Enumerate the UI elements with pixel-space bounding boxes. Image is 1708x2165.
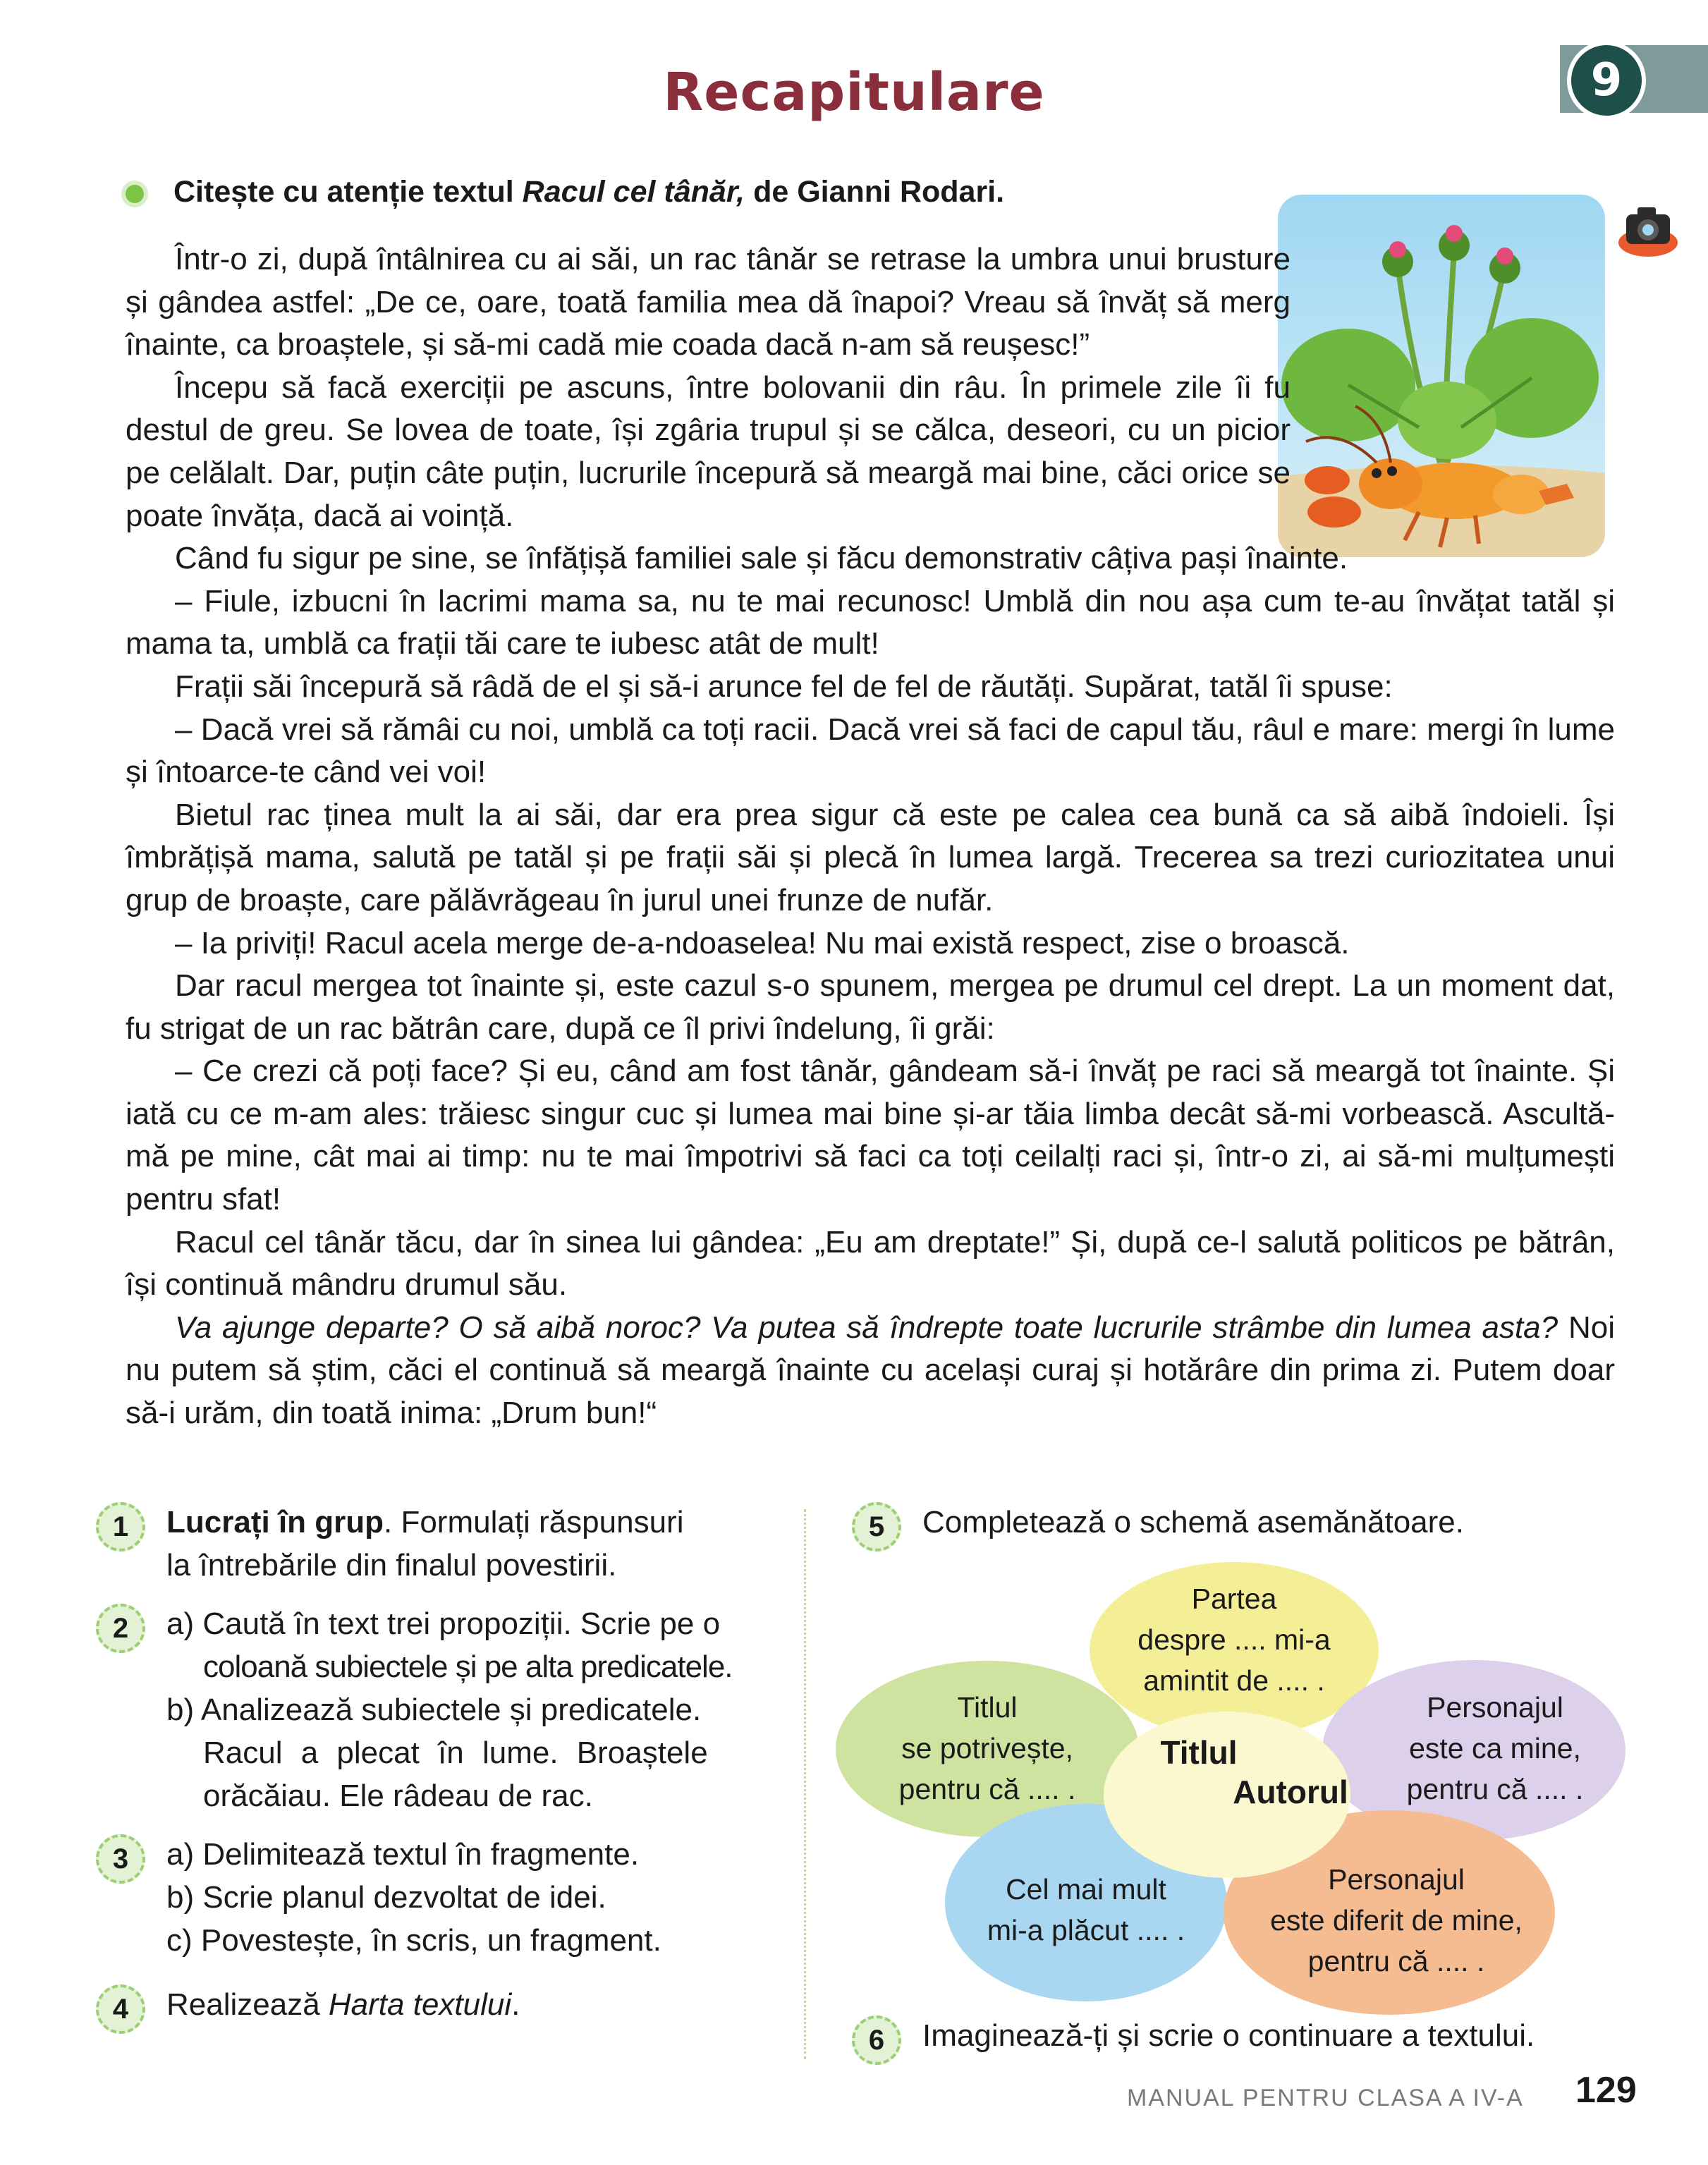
story-paragraph: – Ia priviți! Racul acela merge de-a-ndoaselea! Nu mai există respect, zise o broască. xyxy=(175,925,1350,960)
exercise-3-a: a) Delimitează textul în fragmente. xyxy=(166,1837,640,1872)
scheme-bottom-right-text: Personajul este diferit de mine, pentru că .... . xyxy=(1270,1863,1523,1977)
story-paragraph: – Ce crezi că poți face? Și eu, când am fost tânăr, gândeam să-i învăț pe raci să meargă tot înainte. Și iată cu ce m-am ales: trăiesc singur cuc și lumea mai bine și-ar tăia limba decât să-mi vorbească. Ascultă-mă pe mine, cât mai ai timp: nu te mai împotrivi să faci ca toți ceilalți raci și, într-o zi, ai să-mi mulțumești pentru sfat! xyxy=(126,1054,1615,1217)
instruction-work-title: Racul cel tânăr, xyxy=(522,175,745,209)
exercise-2-a-cont: coloană subiectele și pe alta predicatele. xyxy=(203,1649,733,1684)
exercise-1-line2: la întrebările din finalul povestirii. xyxy=(166,1548,617,1582)
story-paragraph: Dar racul mergea tot înainte și, este cazul s-o spunem, mergea pe drumul cel drept. La un moment dat, fu strigat de un rac bătrân care, după ce îl privi îndelung, îi grăi: xyxy=(126,968,1615,1046)
scheme-top-text: Partea despre .... mi-a amintit de .... . xyxy=(1137,1582,1331,1697)
instruction-suffix: de Gianni Rodari. xyxy=(745,175,1005,209)
exercise-number: 4 xyxy=(96,1984,145,2034)
exercise-3-b: b) Scrie planul dezvoltat de idei. xyxy=(166,1880,606,1915)
exercise-number: 1 xyxy=(96,1502,145,1551)
exercise-4-italic: Harta textului xyxy=(328,1987,512,2022)
scheme-center-author: Autorul xyxy=(1233,1774,1348,1810)
exercise-number: 2 xyxy=(96,1604,145,1653)
bullet-icon xyxy=(126,185,144,203)
reading-instruction xyxy=(173,175,1004,209)
exercise-1-text: . Formulați răspunsuri xyxy=(384,1505,684,1539)
story-paragraph: Racul cel tânăr tăcu, dar în sinea lui gândea: „Eu am dreptate!” Și, după ce-l salută politicos pe bătrân, își continuă mândru drumul său. xyxy=(126,1224,1615,1303)
column-divider xyxy=(804,1509,806,2059)
story-paragraph: – Fiule, izbucni în lacrimi mama sa, nu te mai recunosc! Umblă din nou așa cum te-au învățat tatăl și mama ta, umblă ca frații tăi care te iubesc atât de mult! xyxy=(126,583,1615,661)
exercise-number: 6 xyxy=(852,2015,901,2065)
story-paragraph: Într-o zi, după întâlnirea cu ai săi, un rac tânăr se retrase la umbra unui brusture și gândea astfel: „De ce, oare, toată familia mea dă înapoi? Vreau să învăț să merg înainte, ca broaștele, și să-mi cadă mie coada dacă n-am să reușesc!” xyxy=(126,242,1291,362)
story-paragraph: Când fu sigur pe sine, se înfățișă familiei sale și făcu demonstrativ câțiva pași înainte. xyxy=(175,541,1348,576)
footer-label: MANUAL PENTRU CLASA A IV-A xyxy=(1127,2085,1524,2111)
story-text xyxy=(126,238,1615,1435)
exercise-2-b: b) Analizează subiectele și predicatele. xyxy=(166,1693,702,1727)
exercise-3 xyxy=(96,1833,801,1962)
exercise-2 xyxy=(96,1602,801,1817)
exercise-6-container xyxy=(852,2014,1628,2073)
story-paragraph: Începu să facă exerciții pe ascuns, între bolovanii din râu. În primele zile îi fu destul de greu. Se lovea de toate, își zgâria trupul și se călca, deseori, cu un picior pe celălalt. Dar, puțin câte puțin, lucrurile începură să meargă mai bine, căci orice se poate învăța, dacă ai voință. xyxy=(126,370,1291,533)
story-final-paragraph xyxy=(126,1307,1615,1435)
exercise-number: 5 xyxy=(852,1502,901,1551)
exercise-5-text: Completează o schemă asemănătoare. xyxy=(922,1505,1464,1539)
scheme-right-text: Personajul este ca mine, pentru că .... . xyxy=(1406,1691,1584,1805)
exercise-6 xyxy=(852,2014,1628,2057)
chapter-number: 9 xyxy=(1590,54,1623,106)
page-title: Recapitulare xyxy=(663,62,1045,123)
exercise-2-b-cont: Racul a plecat în lume. Broaștele xyxy=(203,1736,708,1770)
exercise-3-c: c) Povestește, în scris, un fragment. xyxy=(166,1923,661,1958)
exercise-4-suffix: . xyxy=(511,1987,520,2022)
exercise-2-b-cont2: orăcăiau. Ele râdeau de rac. xyxy=(203,1779,593,1813)
instruction-prefix: Citește cu atenție textul xyxy=(173,175,523,209)
story-final-text: Noi nu putem să știm, căci el continuă să meargă înainte cu același curaj și hotărâre din prima zi. Putem doar să-i urăm, din toată inima: „Drum bun!“ xyxy=(126,1310,1615,1431)
camera-icon xyxy=(1616,202,1680,258)
story-paragraph: Frații săi începură să râdă de el și să-i arunce fel de fel de răutăți. Supărat, tatăl îi spuse: xyxy=(175,669,1393,704)
exercise-6-text: Imaginează-ți și scrie o continuare a textului. xyxy=(922,2018,1535,2053)
scheme-center-title: Titlul xyxy=(1160,1734,1238,1771)
exercise-number: 3 xyxy=(96,1834,145,1884)
exercise-5 xyxy=(852,1501,1628,1544)
exercise-1-bold: Lucrați în grup xyxy=(166,1505,384,1539)
exercise-2-a: a) Caută în text trei propoziții. Scrie pe o xyxy=(166,1606,721,1641)
story-paragraph: Bietul rac ținea mult la ai săi, dar era prea sigur că este pe calea cea bună ca să aibă îndoieli. Își îmbrățișă mama, salută pe tatăl și pe frații săi și plecă în lumea largă. Trecerea sa trezi curiozitatea unui grup de broaște, care pălăvrăgeau în jurul unei frunze de nufăr. xyxy=(126,797,1615,917)
story-final-questions: Va ajunge departe? O să aibă noroc? Va putea să îndrepte toate lucrurile strâmbe din lumea asta? xyxy=(175,1310,1558,1345)
exercise-1 xyxy=(96,1501,801,1587)
exercise-4-text: Realizează xyxy=(166,1987,329,2022)
scheme-bottom-left-text: Cel mai mult mi-a plăcut .... . xyxy=(987,1873,1185,1946)
scheme-left-text: Titlul se potrivește, pentru că .... . xyxy=(898,1691,1076,1805)
story-paragraph: – Dacă vrei să rămâi cu noi, umblă ca toți racii. Dacă vrei să faci de capul tău, râul e mare: mergi în lume și întoarce-te când vei voi! xyxy=(126,712,1615,790)
scheme-diagram xyxy=(818,1544,1629,2024)
exercise-4 xyxy=(96,1983,801,2026)
page-number: 129 xyxy=(1575,2070,1637,2111)
exercise-list-left xyxy=(96,1501,801,2042)
